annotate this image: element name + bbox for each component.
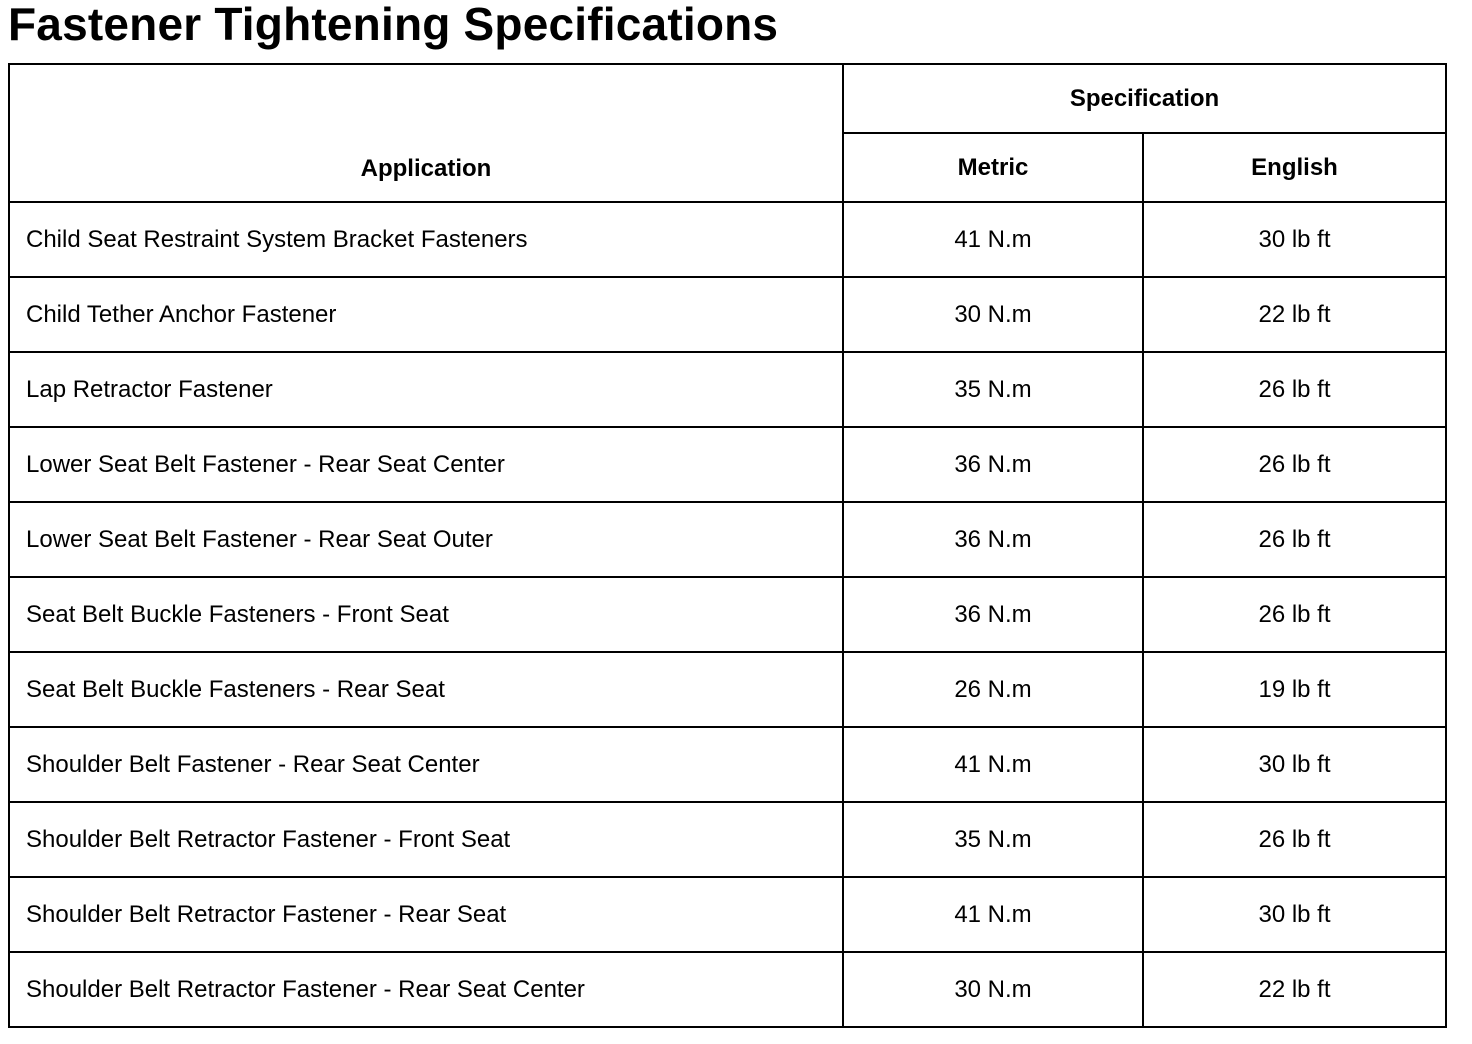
english-cell: 26 lb ft — [1143, 502, 1446, 577]
table-row — [9, 277, 1446, 352]
metric-cell: 41 N.m — [843, 727, 1143, 802]
table-body — [9, 202, 1446, 1027]
table-row — [9, 802, 1446, 877]
metric-cell: 35 N.m — [843, 802, 1143, 877]
application-cell: Lower Seat Belt Fastener - Rear Seat Center — [9, 427, 843, 502]
application-cell: Lap Retractor Fastener — [9, 352, 843, 427]
table-row — [9, 952, 1446, 1027]
metric-cell: 30 N.m — [843, 277, 1143, 352]
metric-cell: 41 N.m — [843, 877, 1143, 952]
application-cell: Shoulder Belt Fastener - Rear Seat Center — [9, 727, 843, 802]
table-row — [9, 877, 1446, 952]
application-cell: Child Seat Restraint System Bracket Fasteners — [9, 202, 843, 277]
english-cell: 22 lb ft — [1143, 952, 1446, 1027]
english-cell: 26 lb ft — [1143, 427, 1446, 502]
specification-column-header: Specification — [843, 64, 1446, 133]
english-column-header: English — [1143, 133, 1446, 202]
english-cell: 26 lb ft — [1143, 802, 1446, 877]
english-cell: 30 lb ft — [1143, 877, 1446, 952]
metric-cell: 35 N.m — [843, 352, 1143, 427]
table-row — [9, 652, 1446, 727]
table-row — [9, 577, 1446, 652]
english-cell: 19 lb ft — [1143, 652, 1446, 727]
application-cell: Seat Belt Buckle Fasteners - Front Seat — [9, 577, 843, 652]
english-cell: 30 lb ft — [1143, 202, 1446, 277]
page-title: Fastener Tightening Specifications — [8, 0, 779, 50]
table-row — [9, 502, 1446, 577]
application-cell: Shoulder Belt Retractor Fastener - Rear Seat — [9, 877, 843, 952]
application-cell: Seat Belt Buckle Fasteners - Rear Seat — [9, 652, 843, 727]
metric-cell: 36 N.m — [843, 502, 1143, 577]
metric-cell: 36 N.m — [843, 577, 1143, 652]
english-cell: 26 lb ft — [1143, 352, 1446, 427]
application-cell: Lower Seat Belt Fastener - Rear Seat Outer — [9, 502, 843, 577]
header-row-top — [9, 64, 1446, 133]
table-row — [9, 202, 1446, 277]
table-row — [9, 427, 1446, 502]
metric-column-header: Metric — [843, 133, 1143, 202]
english-cell: 26 lb ft — [1143, 577, 1446, 652]
application-column-header: Application — [9, 64, 843, 202]
english-cell: 22 lb ft — [1143, 277, 1446, 352]
metric-cell: 36 N.m — [843, 427, 1143, 502]
metric-cell: 41 N.m — [843, 202, 1143, 277]
fastener-spec-table — [8, 63, 1447, 1028]
application-cell: Child Tether Anchor Fastener — [9, 277, 843, 352]
metric-cell: 30 N.m — [843, 952, 1143, 1027]
application-cell: Shoulder Belt Retractor Fastener - Front Seat — [9, 802, 843, 877]
english-cell: 30 lb ft — [1143, 727, 1446, 802]
metric-cell: 26 N.m — [843, 652, 1143, 727]
table-row — [9, 352, 1446, 427]
table-header — [9, 64, 1446, 202]
application-cell: Shoulder Belt Retractor Fastener - Rear Seat Center — [9, 952, 843, 1027]
table-row — [9, 727, 1446, 802]
